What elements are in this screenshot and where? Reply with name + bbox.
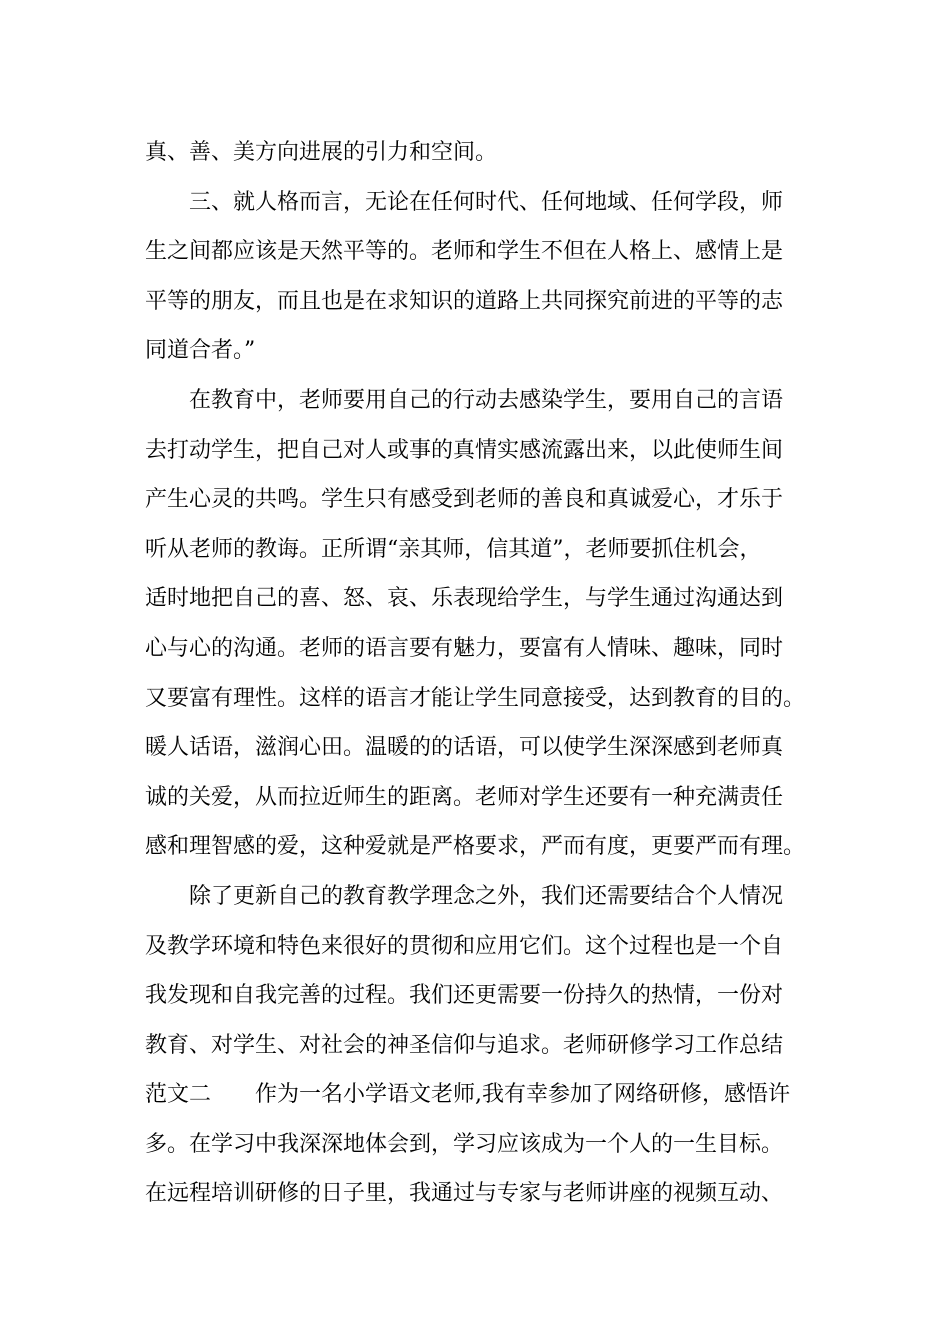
text-line: 范文二 作为一名小学语文老师,我有幸参加了网络研修，感悟许: [145, 1082, 790, 1108]
paragraph-first-line: 三、就人格而言，无论在任何时代、任何地域、任何学段，师: [189, 189, 784, 215]
document-body: [145, 128, 835, 1219]
text-line: 同道合者。”: [145, 338, 256, 364]
text-line: 感和理智感的爱，这种爱就是严格要求，严而有度，更要严而有理。: [145, 834, 806, 860]
text-line: 诚的关爱，从而拉近师生的距离。老师对学生还要有一种充满责任: [145, 784, 784, 810]
text-line: 多。在学习中我深深地体会到，学习应该成为一个人的一生目标。: [145, 1131, 784, 1157]
paragraph-first-line: 除了更新自己的教育教学理念之外，我们还需要结合个人情况: [189, 883, 784, 909]
text-line: 听从老师的教诲。正所谓“亲其师，信其道”，老师要抓住机会，: [145, 536, 762, 562]
text-line: 平等的朋友，而且也是在求知识的道路上共同探究前进的平等的志: [145, 288, 784, 314]
text-line: 我发现和自我完善的过程。我们还更需要一份持久的热情，一份对: [145, 983, 784, 1009]
text-line: 适时地把自己的喜、怒、哀、乐表现给学生，与学生通过沟通达到: [145, 586, 784, 612]
text-line: 暖人话语，滋润心田。温暖的的话语，可以使学生深深感到老师真: [145, 735, 784, 761]
text-line: 心与心的沟通。老师的语言要有魅力，要富有人情味、趣味，同时: [145, 635, 784, 661]
text-line: 去打动学生，把自己对人或事的真情实感流露出来，以此使师生间: [145, 437, 784, 463]
text-line: 产生心灵的共鸣。学生只有感受到老师的善良和真诚爱心，才乐于: [145, 487, 784, 513]
text-line: 又要富有理性。这样的语言才能让学生同意接受，达到教育的目的。: [145, 685, 806, 711]
text-line: 真、善、美方向进展的引力和空间。: [145, 140, 498, 165]
text-line: 教育、对学生、对社会的神圣信仰与追求。老师研修学习工作总结: [145, 1032, 784, 1058]
paragraph-first-line: 在教育中，老师要用自己的行动去感染学生，要用自己的言语: [189, 387, 784, 413]
text-line: 生之间都应该是天然平等的。老师和学生不但在人格上、感情上是: [145, 239, 784, 265]
text-line: 在远程培训研修的日子里，我通过与专家与老师讲座的视频互动、: [145, 1181, 784, 1207]
text-line: 及教学环境和特色来很好的贯彻和应用它们。这个过程也是一个自: [145, 933, 784, 959]
